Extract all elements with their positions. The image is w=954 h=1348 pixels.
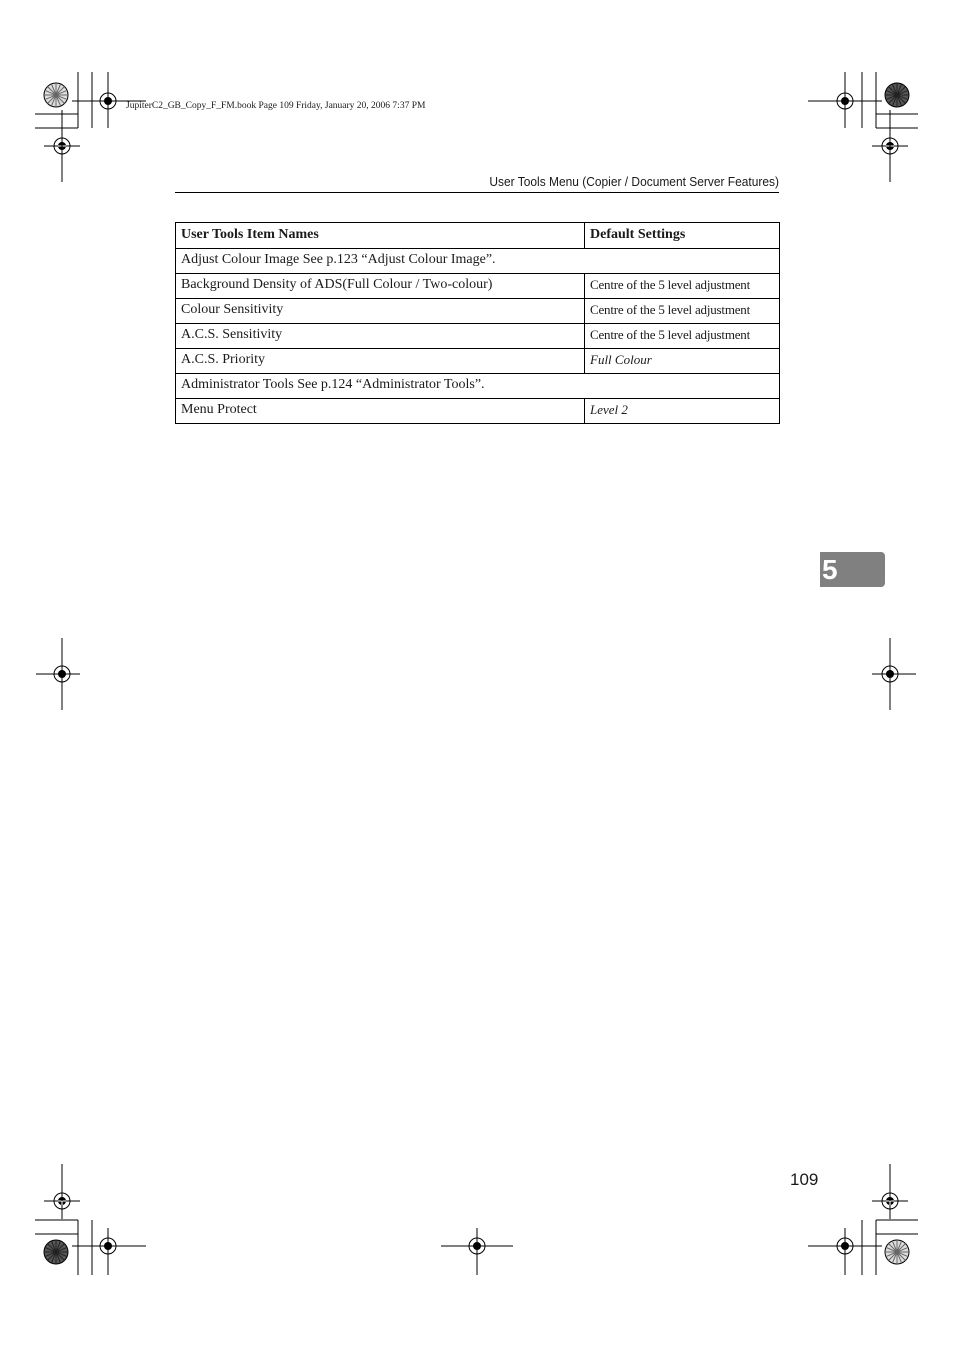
row-default: Full Colour [585,349,780,374]
table-row [176,299,780,324]
page-number: 109 [790,1170,819,1189]
row-name: A.C.S. Sensitivity [176,324,585,349]
table-row [176,274,780,299]
file-info: JupiterC2_GB_Copy_F_FM.book Page 109 Friday, January 20, 2006 7:37 PM [126,101,426,111]
row-name: Adjust Colour Image See p.123 “Adjust Colour Image”. [176,249,780,274]
row-default: Centre of the 5 level adjustment [585,324,780,349]
table-row [176,399,780,424]
row-default: Level 2 [585,399,780,424]
running-header: User Tools Menu (Copier / Document Server Features) [489,174,779,189]
row-name: Menu Protect [176,399,585,424]
table-row [176,249,780,274]
header-default-settings: Default Settings [585,223,780,249]
header-item-names: User Tools Item Names [176,223,585,249]
row-name: A.C.S. Priority [176,349,585,374]
header-rule [175,192,779,193]
chapter-number: 5 [822,554,838,585]
table-header-row [176,223,780,249]
row-name: Background Density of ADS(Full Colour / Two-colour) [176,274,585,299]
row-default: Centre of the 5 level adjustment [585,299,780,324]
table-row [176,349,780,374]
table-row [176,374,780,399]
row-name: Administrator Tools See p.124 “Administrator Tools”. [176,374,780,399]
settings-table [175,222,780,424]
row-name: Colour Sensitivity [176,299,585,324]
table-row [176,324,780,349]
row-default: Centre of the 5 level adjustment [585,274,780,299]
